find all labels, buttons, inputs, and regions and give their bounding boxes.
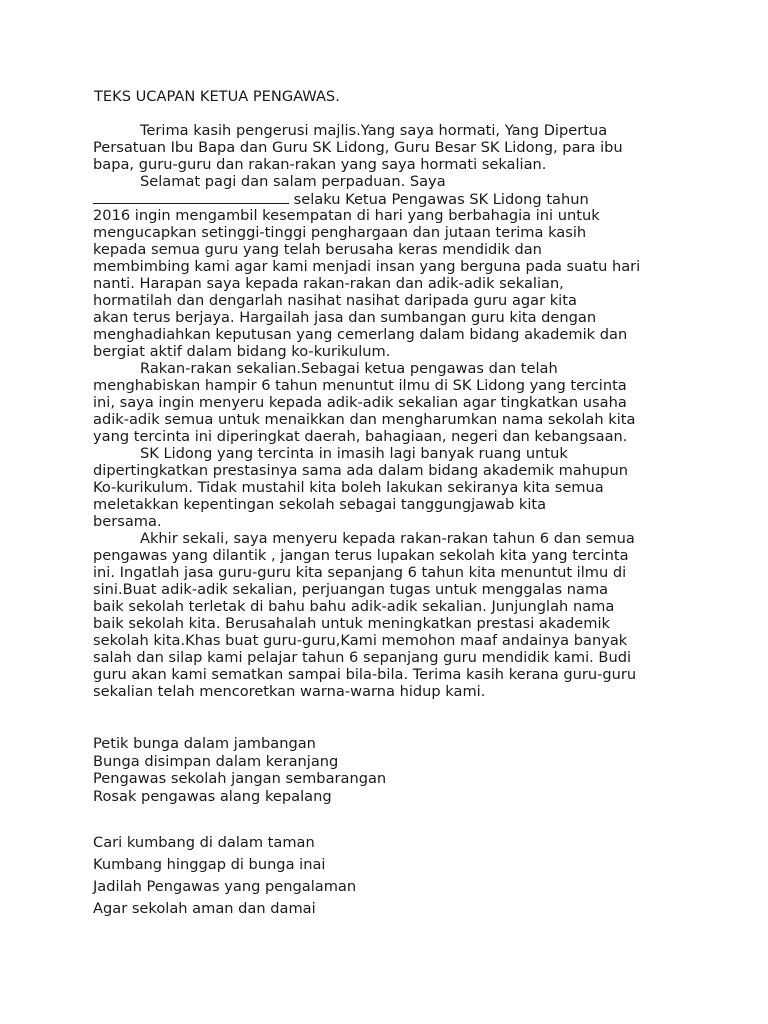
- text-line: Terima kasih pengerusi majlis.Yang saya hormati, Yang Dipertua: [140, 122, 608, 139]
- text-line: akan terus berjaya. Hargailah jasa dan sumbangan guru kita dengan: [93, 309, 597, 326]
- text-line: baik sekolah kita. Berusahalah untuk meningkatkan prestasi akademik: [93, 615, 610, 632]
- text-line: Selamat pagi dan salam perpaduan. Saya: [140, 173, 446, 190]
- text-line: salah dan silap kami pelajar tahun 6 sepanjang guru mendidik kami. Budi: [93, 649, 632, 666]
- text-line: baik sekolah terletak di bahu bahu adik-adik sekalian. Junjunglah nama: [93, 598, 615, 615]
- text-line: SK Lidong yang tercinta in imasih lagi banyak ruang untuk: [140, 445, 568, 462]
- text-line: meletakkan kepentingan sekolah sebagai tanggungjawab kita: [93, 496, 547, 513]
- text-line: hormatilah dan dengarlah nasihat nasihat daripada guru agar kita: [93, 292, 577, 309]
- text-line: bersama.: [93, 513, 162, 530]
- pantun-1: [93, 735, 386, 805]
- text-line: guru akan kami sematkan sampai bila-bila. Terima kasih kerana guru-guru: [93, 666, 637, 683]
- text-line: dipertingkatkan prestasinya sama ada dalam bidang akademik mahupun: [93, 462, 629, 479]
- name-blank: [93, 190, 289, 204]
- paragraph-2: [93, 173, 693, 360]
- text-line: bapa, guru-guru dan rakan-rakan yang saya hormati sekalian.: [93, 156, 547, 173]
- speech-body: [93, 122, 693, 700]
- text-line: kepada semua guru yang telah berusaha keras mendidik dan: [93, 241, 542, 258]
- pantun-line: Jadilah Pengawas yang pengalaman: [93, 878, 357, 895]
- text-line: menghadiahkan keputusan yang cemerlang dalam bidang akademik dan: [93, 326, 628, 343]
- pantun-line: Kumbang hinggap di bunga inai: [93, 856, 326, 873]
- text-line: sini.Buat adik-adik sekalian, perjuangan tugas untuk menggalas nama: [93, 581, 609, 598]
- text-line: sekolah kita.Khas buat guru-guru,Kami memohon maaf andainya banyak: [93, 632, 628, 649]
- text-line: selaku Ketua Pengawas SK Lidong tahun: [293, 191, 589, 208]
- text-line: Rakan-rakan sekalian.Sebagai ketua pengawas dan telah: [140, 360, 558, 377]
- text-line: Persatuan Ibu Bapa dan Guru SK Lidong, Guru Besar SK Lidong, para ibu: [93, 139, 623, 156]
- name-blank-line: [93, 190, 693, 207]
- paragraph-4: [93, 445, 693, 530]
- pantun-line: Rosak pengawas alang kepalang: [93, 787, 332, 805]
- text-line: mengucapkan setinggi-tinggi penghargaan dan jutaan terima kasih: [93, 224, 587, 241]
- text-line: 2016 ingin mengambil kesempatan di hari yang berbahagia ini untuk: [93, 207, 600, 224]
- pantun-line: Cari kumbang di dalam taman: [93, 834, 315, 851]
- pantun-line: Petik bunga dalam jambangan: [93, 735, 316, 752]
- text-line: adik-adik semua untuk menaikkan dan mengharumkan nama sekolah kita: [93, 411, 636, 428]
- text-line: menghabiskan hampir 6 tahun menuntut ilmu di SK Lidong yang tercinta: [93, 377, 627, 394]
- pantun-2: [93, 834, 356, 922]
- text-line: bergiat aktif dalam bidang ko-kurikulum.: [93, 343, 391, 360]
- text-line: ini, saya ingin menyeru kepada adik-adik sekalian agar tingkatkan usaha: [93, 394, 627, 411]
- paragraph-3: [93, 360, 693, 445]
- pantun-line: Agar sekolah aman dan damai: [93, 900, 316, 917]
- pantun-line: Bunga disimpan dalam keranjang: [93, 752, 339, 770]
- text-line: sekalian telah mencoretkan warna-warna hidup kami.: [93, 683, 486, 700]
- text-line: nanti. Harapan saya kepada rakan-rakan dan adik-adik sekalian,: [93, 275, 564, 292]
- document-title: TEKS UCAPAN KETUA PENGAWAS.: [94, 88, 340, 105]
- text-line: pengawas yang dilantik , jangan terus lupakan sekolah kita yang tercinta: [93, 547, 629, 564]
- text-line: yang tercinta ini diperingkat daerah, bahagiaan, negeri dan kebangsaan.: [93, 428, 628, 445]
- text-line: membimbing kami agar kami menjadi insan yang berguna pada suatu hari: [93, 258, 641, 275]
- paragraph-1: [93, 122, 693, 173]
- text-line: ini. Ingatlah jasa guru-guru kita sepanjang 6 tahun kita menuntut ilmu di: [93, 564, 627, 581]
- text-line: Akhir sekali, saya menyeru kepada rakan-rakan tahun 6 dan semua: [140, 530, 635, 547]
- pantun-line: Pengawas sekolah jangan sembarangan: [93, 770, 387, 787]
- text-line: Ko-kurikulum. Tidak mustahil kita boleh lakukan sekiranya kita semua: [93, 479, 604, 496]
- paragraph-5: [93, 530, 693, 700]
